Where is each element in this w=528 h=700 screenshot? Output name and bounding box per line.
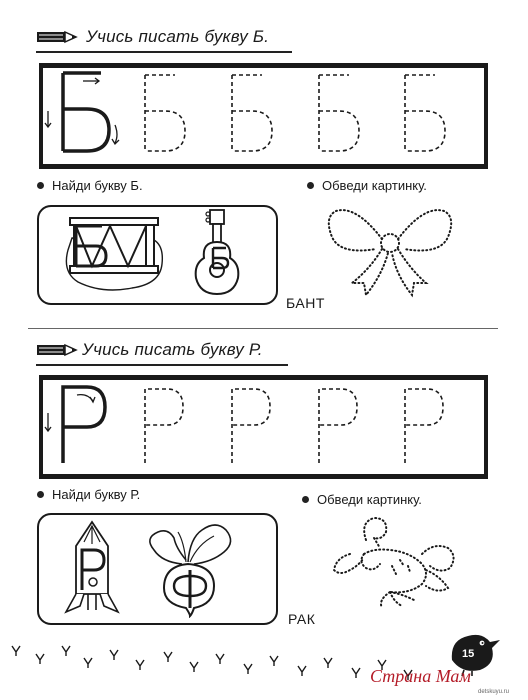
bullet-icon bbox=[307, 182, 314, 189]
bullet-icon bbox=[37, 491, 44, 498]
crayfish-icon bbox=[330, 514, 464, 610]
section-heading: Учись писать букву Б. bbox=[86, 27, 270, 46]
site-logo: Страна Мам bbox=[370, 666, 471, 686]
letter-b-tracing-row bbox=[43, 67, 476, 157]
model-letter-b bbox=[63, 73, 109, 151]
picture-word: БАНТ bbox=[286, 295, 325, 311]
task-find-letter: Найди букву Б. bbox=[37, 178, 143, 193]
model-letter-r bbox=[63, 387, 105, 463]
heading-underline bbox=[36, 364, 288, 366]
rocket-icon bbox=[62, 520, 122, 616]
task-trace-picture: Обведи картинку. bbox=[302, 492, 422, 507]
guitar-icon bbox=[190, 208, 242, 298]
bullet-icon bbox=[37, 182, 44, 189]
radish-icon bbox=[142, 518, 238, 618]
picture-word: РАК bbox=[288, 611, 316, 627]
dotted-letters-r bbox=[145, 389, 443, 463]
pencil-icon bbox=[36, 343, 78, 357]
letter-r-tracing-row bbox=[43, 379, 476, 467]
task-find-letter: Найди букву Р. bbox=[37, 487, 140, 502]
pencil-icon bbox=[36, 30, 78, 44]
section-divider bbox=[28, 328, 498, 329]
task-trace-picture: Обведи картинку. bbox=[307, 178, 427, 193]
heading-underline bbox=[36, 51, 292, 53]
bullet-icon bbox=[302, 496, 309, 503]
site-url: detskuyu.ru bbox=[478, 689, 510, 695]
bow-icon bbox=[326, 203, 456, 299]
drum-icon bbox=[62, 210, 167, 296]
section-heading: Учись писать букву Р. bbox=[82, 340, 263, 359]
page-number: 15 bbox=[462, 648, 475, 660]
dotted-letters-b bbox=[145, 75, 445, 151]
